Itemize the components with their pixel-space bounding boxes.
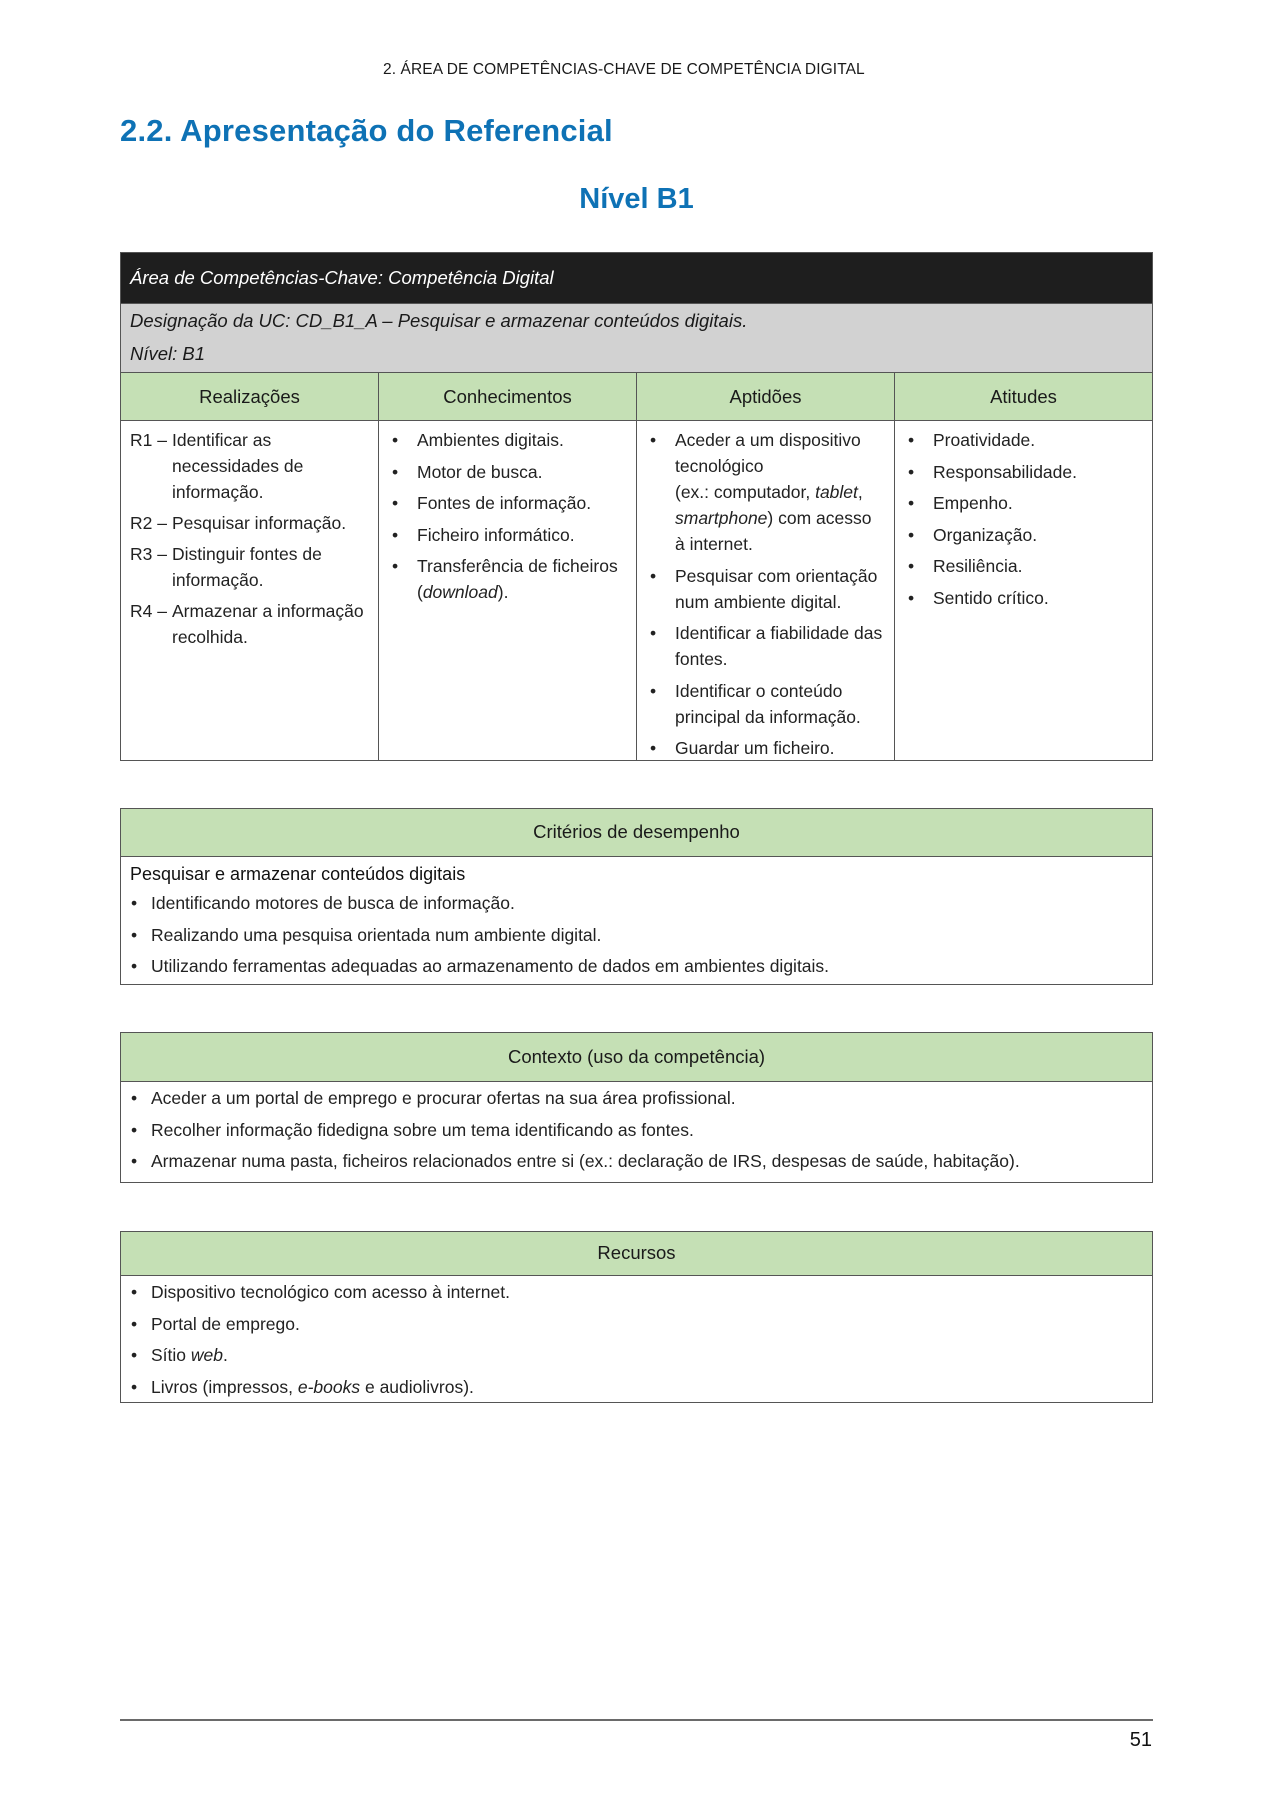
list-item: • Realizando uma pesquisa orientada num ambiente digital. — [130, 922, 1143, 948]
aptidoes-list — [646, 427, 886, 761]
italic-term: smartphone — [675, 508, 768, 528]
list-item: • Identificando motores de busca de informação. — [130, 890, 1143, 916]
recursos-list — [130, 1279, 1143, 1400]
italic-term: e-books — [297, 1376, 361, 1397]
italic-term: download — [422, 582, 498, 602]
recursos-header: Recursos — [121, 1232, 1152, 1276]
contexto-list — [130, 1085, 1143, 1174]
realizacao-code: R4 – — [130, 601, 167, 621]
running-header: 2. ÁREA DE COMPETÊNCIAS-CHAVE DE COMPETÊNCIA DIGITAL — [383, 61, 865, 78]
column-header-aptidoes: Aptidões — [637, 373, 895, 420]
list-item — [388, 553, 628, 605]
realizacao-item — [130, 541, 370, 593]
criterios-header: Critérios de desempenho — [121, 809, 1152, 857]
section-title: 2.2. Apresentação do Referencial — [120, 113, 613, 148]
columns-body — [121, 421, 1152, 760]
list-item: • Motor de busca. — [388, 459, 628, 485]
recursos-body — [121, 1276, 1152, 1400]
page-number: 51 — [1129, 1729, 1152, 1751]
realizacao-text: Identificar as necessidades de informação. — [172, 430, 304, 502]
conhecimentos-cell — [379, 421, 637, 760]
italic-term: web — [190, 1345, 223, 1365]
text-fragment: . — [223, 1345, 228, 1365]
level-title-text: Nível B1 — [579, 183, 694, 215]
realizacoes-cell — [121, 421, 379, 760]
list-item: • Aceder a um portal de emprego e procurar ofertas na sua área profissional. — [130, 1085, 1143, 1111]
text-fragment: Sítio — [151, 1345, 191, 1365]
column-header-realizacoes: Realizações — [121, 373, 379, 420]
list-item: • Resiliência. — [904, 553, 1144, 579]
recursos-box — [120, 1231, 1153, 1403]
designation-row: Designação da UC: CD_B1_A – Pesquisar e armazenar conteúdos digitais. — [130, 310, 748, 331]
list-item: • Fontes de informação. — [388, 490, 628, 516]
criterios-list — [130, 890, 1143, 979]
list-item: • Organização. — [904, 522, 1144, 548]
contexto-box — [120, 1032, 1153, 1183]
realizacao-code: R1 – — [130, 430, 167, 450]
contexto-body — [121, 1082, 1152, 1174]
designation-block — [121, 303, 1152, 372]
list-item: • Guardar um ficheiro. — [646, 735, 886, 761]
text-fragment: ) com acesso à internet. — [675, 508, 872, 554]
list-item: • Ficheiro informático. — [388, 522, 628, 548]
footer-divider — [120, 1719, 1153, 1721]
realizacao-item — [130, 510, 370, 536]
list-item: • Recolher informação fidedigna sobre um tema identificando as fontes. — [130, 1117, 1143, 1143]
realizacao-item — [130, 598, 370, 650]
list-item: • Dispositivo tecnológico com acesso à internet. — [130, 1279, 1143, 1305]
level-title — [0, 183, 1273, 216]
area-row: Área de Competências-Chave: Competência Digital — [121, 253, 1152, 303]
list-item: • Sentido crítico. — [904, 585, 1144, 611]
text-fragment: ). — [497, 582, 509, 602]
list-item: • Armazenar numa pasta, ficheiros relacionados entre si (ex.: declaração de IRS, despesas de saúde, habitação). — [130, 1148, 1143, 1174]
list-item: • Utilizando ferramentas adequadas ao armazenamento de dados em ambientes digitais. — [130, 953, 1143, 979]
realizacao-item — [130, 427, 370, 505]
list-item — [130, 1374, 1143, 1400]
atitudes-list — [904, 427, 1144, 611]
columns-header — [121, 372, 1152, 421]
list-item — [130, 1342, 1143, 1368]
aptidoes-cell — [637, 421, 895, 760]
criterios-subtitle: Pesquisar e armazenar conteúdos digitais — [130, 864, 466, 884]
list-item: • Proatividade. — [904, 427, 1144, 453]
atitudes-cell — [895, 421, 1152, 760]
conhecimentos-list — [388, 427, 628, 605]
text-fragment: e audiolivros). — [360, 1376, 474, 1397]
italic-term: tablet — [815, 482, 858, 502]
realizacao-text: Pesquisar informação. — [172, 513, 347, 533]
criterios-body — [121, 857, 1152, 979]
text-fragment: (ex.: computador, — [675, 482, 816, 502]
criterios-box — [120, 808, 1153, 985]
text-fragment: Aceder a um dispositivo tecnológico — [675, 430, 861, 476]
list-item: • Identificar o conteúdo principal da informação. — [646, 678, 886, 730]
text-fragment: Transferência de ficheiros ( — [417, 556, 618, 602]
level-row: Nível: B1 — [130, 343, 206, 364]
list-item: • Pesquisar com orientação num ambiente digital. — [646, 563, 886, 615]
uc-table — [120, 252, 1153, 761]
list-item — [646, 427, 886, 557]
text-fragment: Livros (impressos, — [151, 1376, 298, 1397]
realizacao-code: R3 – — [130, 544, 167, 564]
realizacao-text: Distinguir fontes de informação. — [172, 544, 322, 590]
list-item: • Empenho. — [904, 490, 1144, 516]
list-item: • Ambientes digitais. — [388, 427, 628, 453]
column-header-conhecimentos: Conhecimentos — [379, 373, 637, 420]
list-item: • Identificar a fiabilidade das fontes. — [646, 620, 886, 672]
realizacao-text: Armazenar a informação recolhida. — [172, 601, 364, 647]
column-header-atitudes: Atitudes — [990, 386, 1057, 407]
list-item: • Portal de emprego. — [130, 1311, 1143, 1337]
realizacao-code: R2 – — [130, 513, 167, 533]
contexto-header: Contexto (uso da competência) — [121, 1033, 1152, 1082]
text-fragment: , — [857, 482, 863, 502]
list-item: • Responsabilidade. — [904, 459, 1144, 485]
